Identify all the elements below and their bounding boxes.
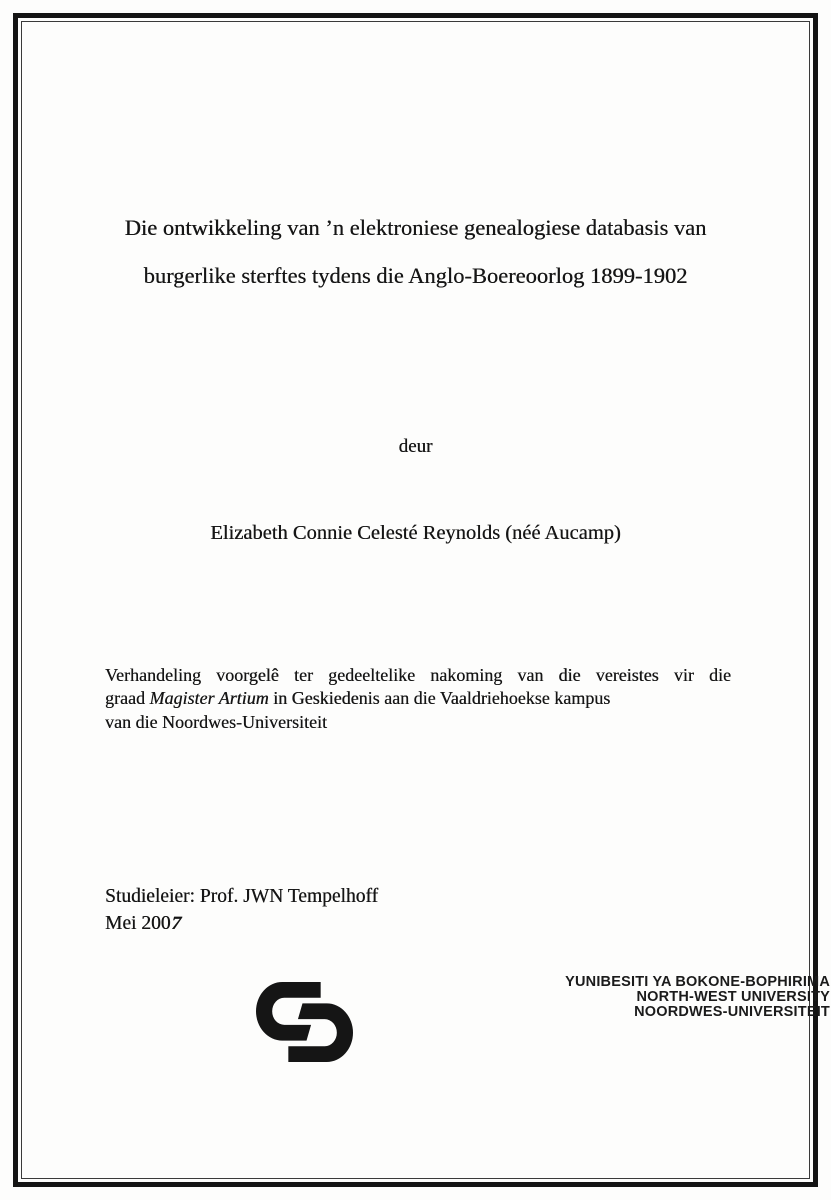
- statement-line-3: van die Noordwes-Universiteit: [105, 711, 327, 732]
- thesis-title: [60, 204, 771, 300]
- thesis-statement: [105, 664, 731, 734]
- supervisor-line: Studieleier: Prof. JWN Tempelhoff: [105, 886, 379, 907]
- statement-line-2: [105, 687, 731, 710]
- date-prefix: Mei 200: [105, 912, 171, 934]
- supervisor-and-date: [105, 884, 378, 937]
- title-line-1: Die ontwikkeling van ’n elektroniese genealogiese databasis van: [124, 215, 707, 240]
- university-logo: [255, 973, 830, 1065]
- logo-text-english: NORTH-WEST UNIVERSITY: [636, 989, 830, 1006]
- title-line-2: burgerlike sterftes tydens die Anglo-Boereoorlog 1899-1902: [143, 263, 688, 288]
- university-logo-text: [315, 975, 830, 1021]
- logo-text-setswana: YUNIBESITI YA BOKONE-BOPHIRIMA: [565, 974, 830, 990]
- statement-line-2-prefix: graad: [105, 688, 150, 709]
- statement-line-1: Verhandeling voorgelê ter gedeeltelike nakoming van die vereistes vir die: [105, 665, 731, 685]
- byline-label: deur: [398, 436, 433, 457]
- degree-name-italic: Magister Artium: [149, 688, 269, 709]
- logo-text-afrikaans: NOORDWES-UNIVERSITEIT: [634, 1004, 830, 1021]
- date-last-digit: 7: [168, 912, 183, 934]
- date-line: [105, 911, 378, 938]
- author-name: Elizabeth Connie Celesté Reynolds (néé Aucamp): [210, 522, 621, 544]
- statement-line-2-suffix: in Geskiedenis aan die Vaaldriehoekse kampus: [268, 688, 611, 709]
